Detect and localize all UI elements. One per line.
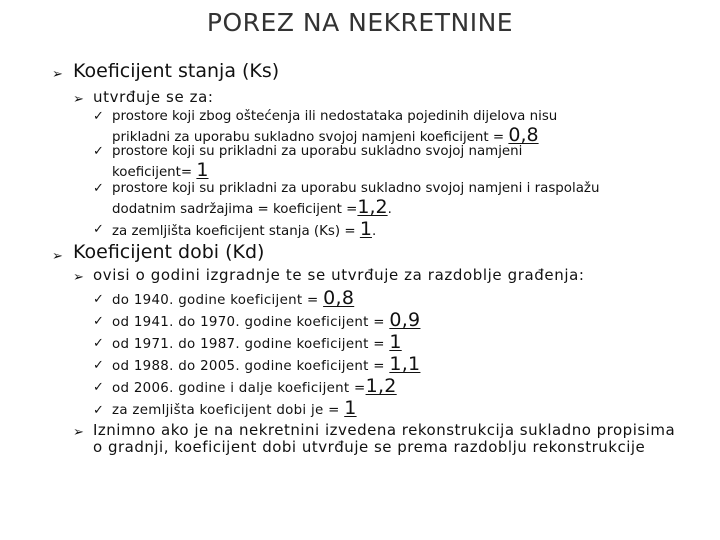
- s2-item1-value: 0,8: [323, 287, 355, 309]
- check-icon: ✓: [93, 222, 104, 237]
- section1-heading: Koeficijent stanja (Ks): [73, 60, 280, 82]
- s2-item6: [112, 397, 357, 419]
- check-icon: ✓: [93, 181, 104, 196]
- section1-subheading: utvrđuje se za:: [93, 88, 214, 106]
- s2-item6-value: 1: [344, 397, 357, 419]
- s1-item4-suffix: .: [371, 224, 377, 239]
- s1-item3-line2: [112, 196, 392, 218]
- bullet-arrow-icon: ➢: [52, 249, 63, 264]
- s2-item3: [112, 331, 402, 353]
- s1-item3-line1: prostore koji su prikladni za uporabu sukladno svojoj namjeni i raspolažu: [112, 181, 600, 196]
- s1-item1-text: prikladni za uporabu sukladno svojoj namjeni koeficijent =: [112, 130, 509, 145]
- s1-item1-line1: prostore koji zbog oštećenja ili nedostataka pojedinih dijelova nisu: [112, 109, 558, 124]
- section2-heading: Koeficijent dobi (Kd): [73, 241, 265, 263]
- bullet-arrow-icon: ➢: [73, 92, 84, 107]
- s2-item2: [112, 309, 420, 331]
- section2-note: Iznimno ako je na nekretnini izvedena rekonstrukcija sukladno propisima o gradnji, koeficijent dobi utvrđuje se prema razdoblju rekonstrukcije: [93, 421, 676, 456]
- check-icon: ✓: [93, 403, 104, 418]
- check-icon: ✓: [93, 109, 104, 124]
- s1-item3-suffix: .: [387, 202, 392, 217]
- slide-title: POREZ NA NEKRETNINE: [206, 8, 514, 37]
- s2-item4: [112, 353, 420, 375]
- s1-item2-line2: [112, 159, 209, 181]
- s2-item4-text: od 1988. do 2005. godine koeficijent =: [112, 359, 390, 374]
- s2-item5-text: od 2006. godine i dalje koeficijent =: [112, 381, 366, 396]
- section2-subheading: ovisi o godini izgradnje te se utvrđuje za razdoblje građenja:: [93, 266, 585, 284]
- s1-item4-text: za zemljišta koeficijent stanja (Ks) =: [112, 224, 360, 239]
- check-icon: ✓: [93, 314, 104, 329]
- s2-item3-text: od 1971. do 1987. godine koeficijent =: [112, 337, 390, 352]
- check-icon: ✓: [93, 358, 104, 373]
- s2-item6-text: za zemljišta koeficijent dobi je =: [112, 403, 345, 418]
- s1-item2-text: koeficijent=: [112, 165, 197, 180]
- check-icon: ✓: [93, 380, 104, 395]
- s1-item3-text: dodatnim sadržajima = koeficijent =: [112, 202, 358, 217]
- s1-item4-value: 1: [359, 218, 372, 240]
- bullet-arrow-icon: ➢: [73, 425, 84, 440]
- check-icon: ✓: [93, 144, 104, 159]
- s1-item1-value: 0,8: [508, 124, 539, 146]
- s1-item3-value: 1,2: [357, 196, 388, 218]
- s2-item1: [112, 287, 354, 309]
- bullet-arrow-icon: ➢: [52, 67, 63, 82]
- check-icon: ✓: [93, 336, 104, 351]
- s2-item1-text: do 1940. godine koeficijent =: [112, 293, 324, 308]
- s1-item4: [112, 218, 376, 240]
- s1-item2-value: 1: [196, 159, 209, 181]
- s2-item2-value: 0,9: [389, 309, 421, 331]
- s2-item2-text: od 1941. do 1970. godine koeficijent =: [112, 315, 390, 330]
- s2-item5-value: 1,2: [365, 375, 397, 397]
- s1-item1-line2: [112, 124, 539, 146]
- s2-item4-value: 1,1: [389, 353, 421, 375]
- bullet-arrow-icon: ➢: [73, 270, 84, 285]
- s2-item3-value: 1: [389, 331, 402, 353]
- s1-item2-line1: prostore koji su prikladni za uporabu sukladno svojoj namjeni: [112, 144, 523, 159]
- s2-item5: [112, 375, 397, 397]
- check-icon: ✓: [93, 292, 104, 307]
